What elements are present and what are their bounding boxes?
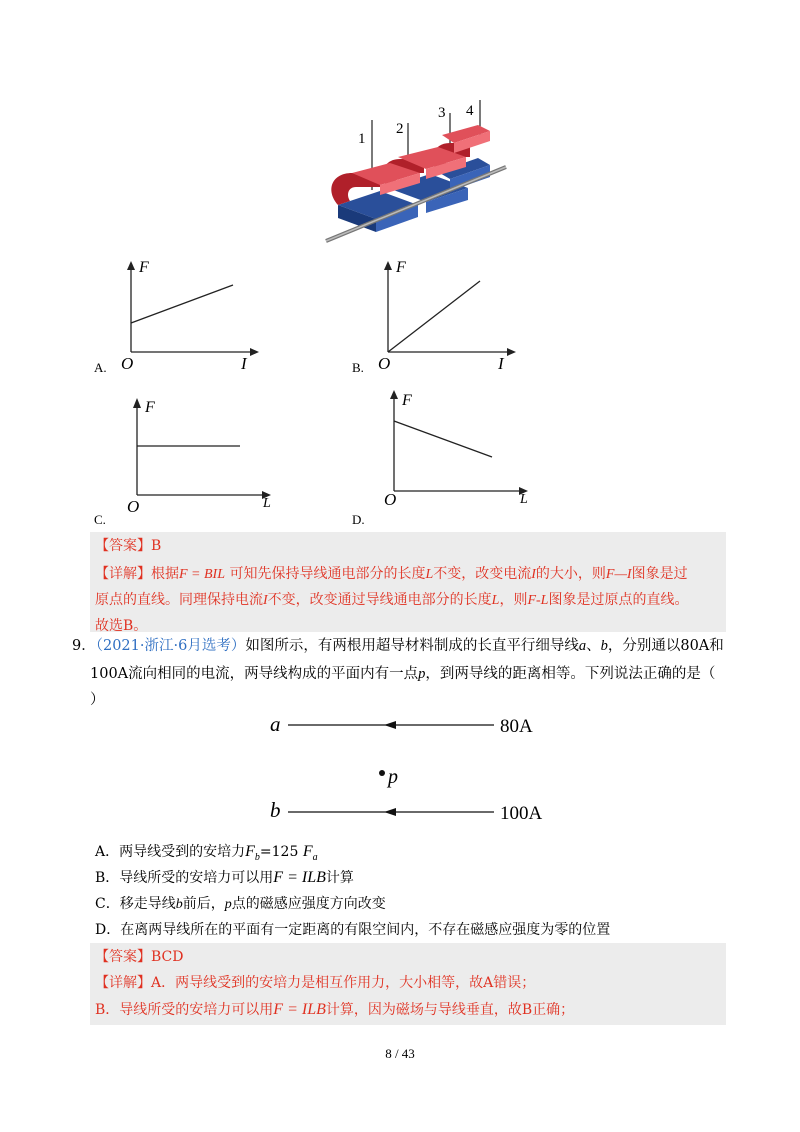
variable: F [302, 843, 313, 860]
question-text: 、 [586, 638, 601, 654]
detail-line-3: 故选B。 [95, 618, 148, 634]
magnet-label-2: 2 [396, 121, 404, 137]
question-text: 100A流向相同的电流，两导线构成的平面内有一点 [90, 666, 419, 682]
wire-a-label: a [270, 712, 281, 736]
magnet-label-3: 3 [438, 105, 446, 121]
detail-text: 不变，改变电流 [433, 566, 532, 582]
wire-figure [260, 705, 570, 830]
question-source: （2021·浙江·6月选考） [95, 638, 246, 654]
option-text: =125 [259, 844, 299, 860]
answer-line [95, 943, 183, 972]
variable: I [263, 593, 268, 608]
graph-a-y-label: F [139, 259, 149, 276]
option-c-label: C. [94, 512, 106, 527]
answer-value: BCD [151, 949, 184, 965]
graph-b-origin: O [378, 354, 391, 370]
option-text: 计算 [325, 870, 354, 886]
graph-c-y-label: F [145, 399, 155, 416]
answer-line [95, 532, 161, 561]
point-p-label: p [388, 766, 398, 788]
q9-option-c [95, 890, 386, 919]
variable: I [531, 567, 536, 582]
formula: F = BIL [179, 567, 225, 582]
answer-tag: 【答案】 [95, 949, 151, 965]
detail-text: A．两导线受到的安培力是相互作用力，大小相等，故A错误； [151, 975, 536, 991]
variable: L [491, 593, 500, 608]
answer-block-q9 [90, 943, 726, 1025]
detail-tag: 【详解】 [95, 975, 151, 991]
detail-text: 图象是过原点的直线。 [548, 592, 689, 608]
point-p-dot [379, 770, 385, 776]
current-a-label: 80A [500, 716, 533, 737]
variable: p [418, 666, 426, 682]
q9-line-3: ） [90, 692, 105, 708]
graph-c-x-label: L [263, 496, 271, 511]
graph-c [115, 392, 280, 522]
current-b-label: 100A [500, 803, 543, 824]
graph-b [372, 255, 522, 370]
question-number: 9． [72, 638, 96, 654]
detail-tag: 【详解】 [95, 566, 151, 582]
graph-d [372, 385, 537, 515]
q9-option-d: D．在离两导线所在的平面有一定距离的有限空间内，不存在磁感应强度为零的位置 [95, 922, 611, 938]
subscript: b [254, 851, 260, 863]
formula: F = ILB [273, 1001, 326, 1018]
option-text: C．移走导线 [95, 896, 176, 912]
variable: b [175, 897, 183, 912]
question-text: ，到两导线的距离相等。下列说法正确的是（ [425, 666, 716, 682]
graph-b-x-label: I [498, 354, 504, 370]
detail-text: 的大小，则 [535, 566, 606, 582]
variable: b [600, 638, 608, 654]
detail-text: 不变，改变通过导线通电部分的长度 [267, 592, 492, 608]
option-b-label: B. [352, 360, 364, 375]
magnet-figure [320, 95, 520, 250]
option-a-label: A. [94, 360, 107, 375]
question-text: ，分别通以80A和 [607, 638, 724, 654]
graph-a [115, 255, 265, 370]
q9-option-b [95, 864, 354, 892]
detail-text: ，则 [499, 592, 528, 608]
answer-value: B [151, 538, 162, 554]
subscript: a [312, 851, 318, 863]
graph-c-origin: O [127, 497, 140, 516]
magnet-label-4: 4 [466, 103, 474, 119]
detail-text: 计算，因为磁场与导线垂直，故B正确； [325, 1002, 575, 1018]
answer-block-q8 [90, 532, 726, 632]
detail-line-1 [95, 969, 535, 998]
answer-tag: 【答案】 [95, 538, 151, 554]
option-text: 前后， [182, 896, 225, 912]
variable: L [425, 567, 434, 582]
detail-line-1 [95, 560, 688, 589]
option-d-label: D. [352, 512, 365, 527]
option-text: 点的磁感应强度方向改变 [231, 896, 386, 912]
detail-line-2 [95, 995, 574, 1025]
graph-a-origin: O [121, 354, 134, 370]
detail-text: 图象是过 [631, 566, 688, 582]
question-text: 如图所示，有两根用超导材料制成的长直平行细导线 [245, 638, 579, 654]
page-number: 8 / 43 [385, 1046, 415, 1061]
magnet-label-1: 1 [358, 131, 366, 147]
variable: F-L [527, 593, 549, 608]
formula: F = ILB [273, 869, 326, 886]
variable: p [224, 897, 232, 912]
detail-text: B．导线所受的安培力可以用 [95, 1002, 274, 1018]
variable: a [578, 638, 587, 654]
detail-text: 根据 [151, 566, 179, 582]
detail-text: 原点的直线。同理保持电流 [95, 592, 263, 608]
graph-d-y-label: F [402, 392, 412, 409]
variable: F [245, 843, 255, 860]
option-text: B．导线所受的安培力可以用 [95, 870, 274, 886]
graph-a-x-label: I [241, 354, 247, 370]
detail-line-2 [95, 586, 688, 615]
option-text: A．两导线受到的安培力 [95, 844, 246, 860]
graph-b-y-label: F [396, 259, 406, 276]
detail-text: 可知先保持导线通电部分的长度 [225, 566, 426, 582]
q9-line-2 [90, 660, 715, 688]
q9-line-1 [72, 632, 724, 660]
graph-d-origin: O [384, 490, 397, 509]
variable: F—I [605, 567, 632, 582]
wire-b-label: b [270, 798, 281, 822]
graph-d-x-label: L [520, 492, 528, 507]
